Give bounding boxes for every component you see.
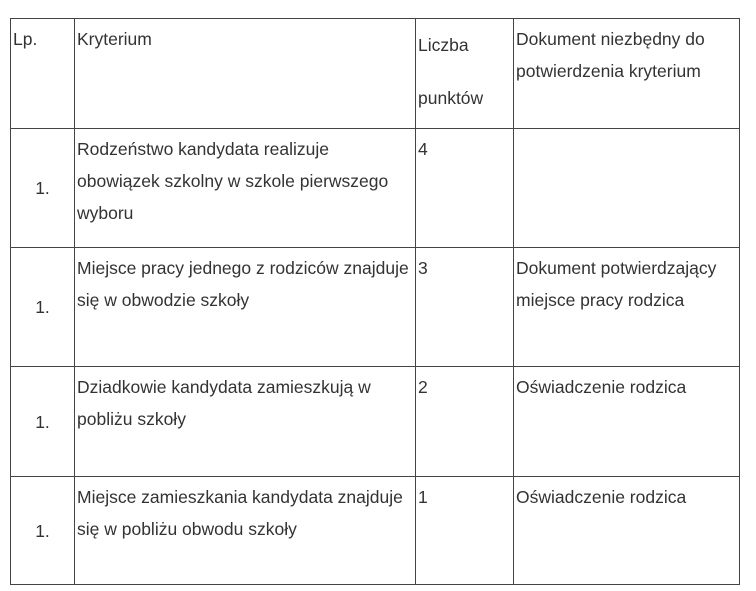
row-points: 4: [416, 129, 514, 248]
table-row: [11, 248, 740, 367]
header-document: Dokument niezbędny do potwierdzenia kryterium: [514, 19, 740, 129]
table-row: [11, 477, 740, 585]
header-points-line2: punktów: [418, 88, 484, 108]
row-document: [514, 129, 740, 248]
table-row: [11, 367, 740, 477]
row-criterion: Miejsce zamieszkania kandydata znajduje się w pobliżu obwodu szkoły: [75, 477, 416, 585]
row-criterion: Rodzeństwo kandydata realizuje obowiązek szkolny w szkole pierwszego wyboru: [75, 129, 416, 248]
row-document: Oświadczenie rodzica: [514, 477, 740, 585]
row-lp: 1.: [11, 248, 75, 367]
row-criterion: Miejsce pracy jednego z rodziców znajduje się w obwodzie szkoły: [75, 248, 416, 367]
criteria-table: [10, 18, 740, 585]
row-points: 3: [416, 248, 514, 367]
header-points: [416, 19, 514, 129]
row-document: Oświadczenie rodzica: [514, 367, 740, 477]
header-lp: Lp.: [11, 19, 75, 129]
header-criterion: Kryterium: [75, 19, 416, 129]
row-criterion: Dziadkowie kandydata zamieszkują w pobliżu szkoły: [75, 367, 416, 477]
header-points-line1: Liczba: [418, 35, 469, 55]
row-points: 2: [416, 367, 514, 477]
row-document: Dokument potwierdzający miejsce pracy rodzica: [514, 248, 740, 367]
table-row: [11, 129, 740, 248]
row-points: 1: [416, 477, 514, 585]
row-lp: 1.: [11, 129, 75, 248]
row-lp: 1.: [11, 477, 75, 585]
row-lp: 1.: [11, 367, 75, 477]
table-header-row: [11, 19, 740, 129]
